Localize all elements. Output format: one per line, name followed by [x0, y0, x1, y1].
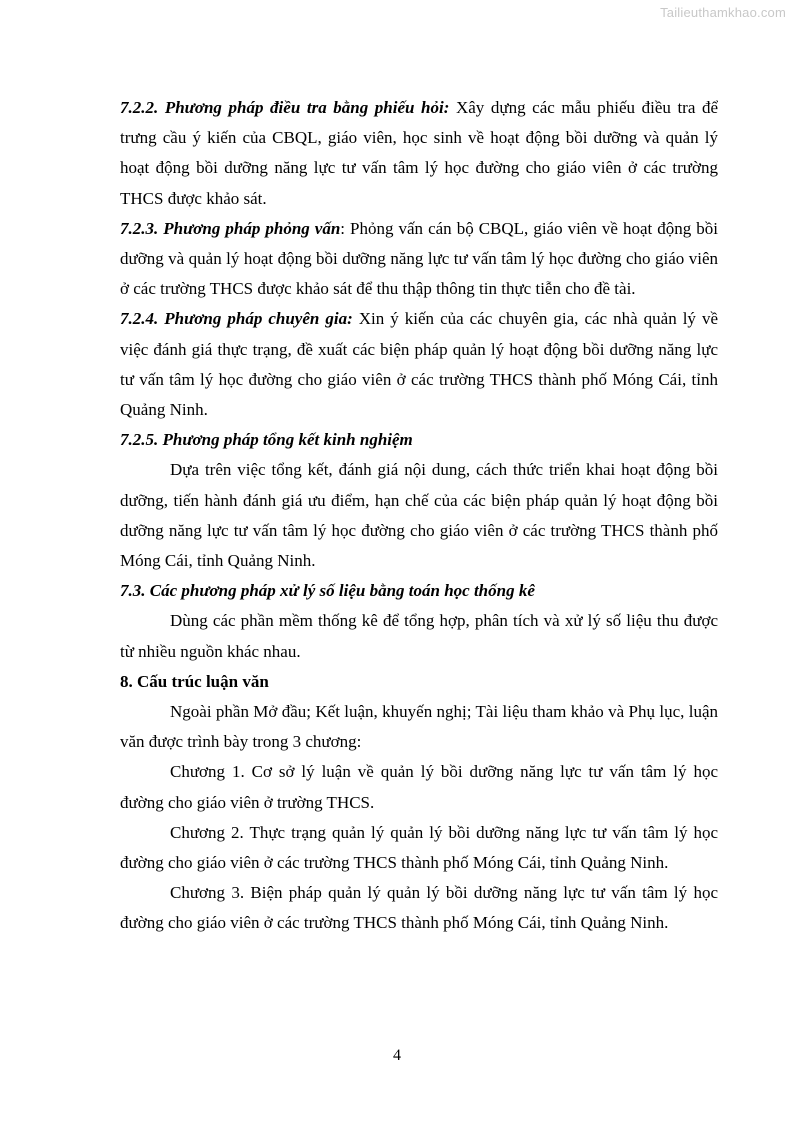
section-7-2-2-heading: 7.2.2. Phương pháp điều tra bằng phiếu hỏi: — [120, 98, 450, 117]
section-7-2-5-heading: 7.2.5. Phương pháp tổng kết kinh nghiệm — [120, 430, 413, 450]
chapter-1-description: Chương 1. Cơ sở lý luận về quản lý bồi dưỡng năng lực tư vấn tâm lý học đường cho giáo viên ở trường THCS. — [120, 762, 718, 812]
section-7-2-4-text: Xin ý kiến của các chuyên gia, các nhà quản lý về việc đánh giá thực trạng, đề xuất các biện pháp quản lý hoạt động bồi dưỡng năng lực tư vấn tâm lý học đường cho giáo viên ở các trường THCS thành phố Móng Cái, tỉnh Quảng Ninh. — [120, 309, 718, 420]
watermark: Tailieuthamkhao.com — [660, 5, 786, 20]
chapter-3-description: Chương 3. Biện pháp quản lý quản lý bồi dưỡng năng lực tư vấn tâm lý học đường cho giáo viên ở các trường THCS thành phố Móng Cái, tỉnh Quảng Ninh. — [120, 883, 718, 933]
section-7-2-3-text: : Phỏng vấn cán bộ CBQL, giáo viên về hoạt động bồi dưỡng và quản lý hoạt động bồi dưỡng năng lực tư vấn tâm lý học đường cho giáo viên ở các trường THCS được khảo sát để thu thập thông tin thực tiễn cho đề tài. — [120, 218, 718, 299]
chapter-2-description: Chương 2. Thực trạng quản lý quản lý bồi dưỡng năng lực tư vấn tâm lý học đường cho giáo viên ở các trường THCS thành phố Móng Cái, tỉnh Quảng Ninh. — [120, 822, 718, 873]
section-7-2-3 — [120, 214, 718, 305]
section-7-2-2-text: Xây dựng các mẫu phiếu điều tra để trưng cầu ý kiến của CBQL, giáo viên, học sinh về hoạt động bồi dưỡng và quản lý hoạt động bồi dưỡng năng lực tư vấn tâm lý học đường cho giáo viên ở các trường THCS được khảo sát. — [120, 98, 719, 208]
section-8-intro: Ngoài phần Mở đầu; Kết luận, khuyến nghị; Tài liệu tham khảo và Phụ lục, luận văn được trình bày trong 3 chương: — [120, 702, 718, 752]
section-7-2-2 — [120, 93, 718, 214]
page-number: 4 — [393, 1047, 401, 1064]
section-7-3-heading: 7.3. Các phương pháp xử lý số liệu bằng toán học thống kê — [120, 581, 535, 601]
section-7-2-4-heading: 7.2.4. Phương pháp chuyên gia: — [120, 309, 353, 329]
section-7-3-text: Dùng các phần mềm thống kê để tổng hợp, phân tích và xử lý số liệu thu được từ nhiều nguồn khác nhau. — [120, 611, 718, 661]
section-8-heading: 8. Cấu trúc luận văn — [120, 671, 269, 691]
section-7-2-3-heading: 7.2.3. Phương pháp phỏng vấn — [120, 218, 341, 238]
document-body — [120, 93, 718, 939]
section-7-2-5-text: Dựa trên việc tổng kết, đánh giá nội dung, cách thức triển khai hoạt động bồi dưỡng, tiến hành đánh giá ưu điểm, hạn chế của các biện pháp quản lý hoạt động bồi dưỡng năng lực tư vấn tâm lý học đường cho giáo viên ở các trường THCS thành phố Móng Cái, tỉnh Quảng Ninh. — [120, 460, 718, 571]
section-7-2-4 — [120, 304, 718, 425]
